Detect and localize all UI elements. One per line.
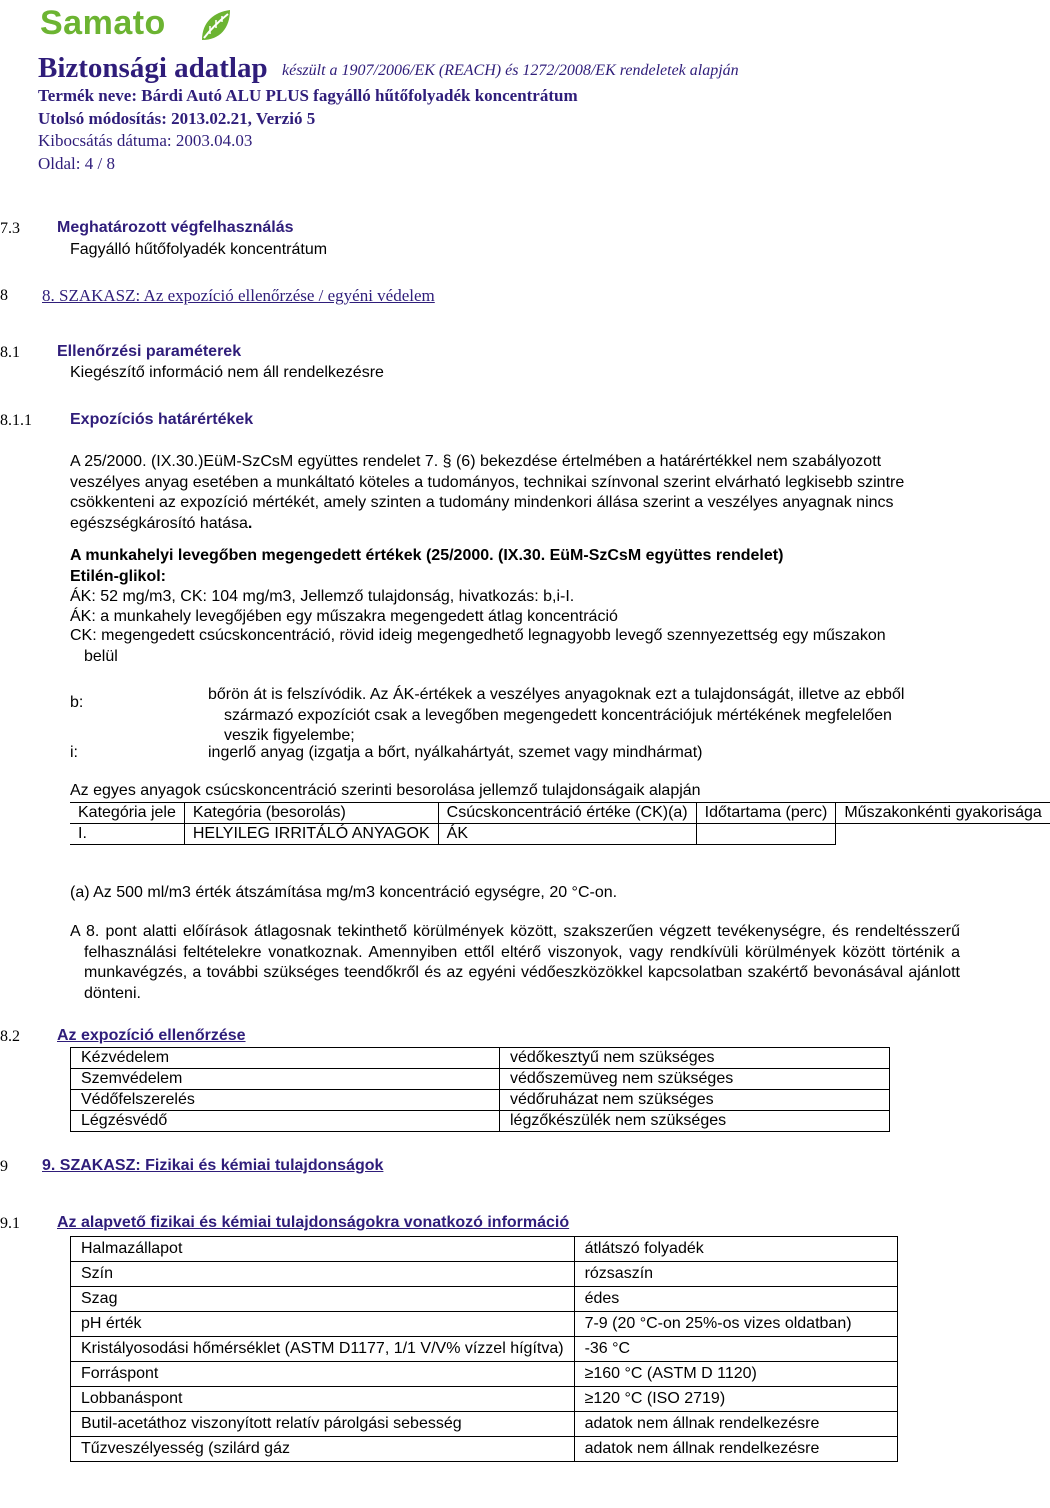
section-8-1-1-number: 8.1.1 xyxy=(0,412,32,429)
table-cell: Forráspont xyxy=(71,1362,575,1387)
closing-paragraph xyxy=(70,922,960,1004)
table-row xyxy=(71,1387,898,1412)
ak-definition: ÁK: a munkahely levegőjében egy műszakra megengedett átlag koncentráció xyxy=(70,608,618,625)
table-cell: Szemvédelem xyxy=(71,1069,500,1090)
table-row xyxy=(71,1412,898,1437)
section-9-title: 9. SZAKASZ: Fizikai és kémiai tulajdonságok xyxy=(42,1157,384,1174)
table-cell: Kristályosodási hőmérséklet (ASTM D1177, 1/1 V/V% vízzel hígítva) xyxy=(71,1337,575,1362)
table-header-cell: Csúcskoncentráció értéke (CK)(a) xyxy=(438,803,696,824)
issue-date: Kibocsátás dátuma: 2003.04.03 xyxy=(38,131,253,150)
table-cell xyxy=(836,824,1050,845)
properties-table xyxy=(70,1236,898,1462)
section-8-2-number: 8.2 xyxy=(0,1028,20,1045)
table-cell: védőszemüveg nem szükséges xyxy=(500,1069,890,1090)
table-cell: -36 °C xyxy=(574,1337,897,1362)
exposure-intro-paragraph xyxy=(70,452,910,534)
table-row xyxy=(71,1237,898,1262)
table-cell: I. xyxy=(70,824,184,845)
table-cell: rózsaszín xyxy=(574,1262,897,1287)
b-description-text: bőrön át is felszívódik. Az ÁK-értékek a veszélyes anyagoknak ezt a tulajdonságát, illetve az ebből származó expozíciót csak a levegőben megengedett koncentrációjuk mértékének megfelelően veszik figyelembe; xyxy=(208,686,905,744)
table-cell: ≥160 °C (ASTM D 1120) xyxy=(574,1362,897,1387)
table-cell: adatok nem állnak rendelkezésre xyxy=(574,1412,897,1437)
ck-definition xyxy=(70,626,900,667)
table-header-cell: Kategória jele xyxy=(70,803,184,824)
table-cell: Védőfelszerelés xyxy=(71,1090,500,1111)
document-subtitle: készült a 1907/2006/EK (REACH) és 1272/2008/EK rendeletek alapján xyxy=(282,62,739,79)
i-label: i: xyxy=(70,744,78,761)
section-9-1-number: 9.1 xyxy=(0,1215,20,1232)
table-cell: védőkesztyű nem szükséges xyxy=(500,1048,890,1069)
table-cell: édes xyxy=(574,1287,897,1312)
document-title: Biztonsági adatlap xyxy=(38,52,268,84)
table-row xyxy=(71,1362,898,1387)
section-8-1-title: Ellenőrzési paraméterek xyxy=(57,343,242,360)
section-7-3-number: 7.3 xyxy=(0,220,20,237)
section-8-1-1-title: Expozíciós határértékek xyxy=(70,411,254,428)
table-cell xyxy=(696,824,836,845)
table-cell: légzőkészülék nem szükséges xyxy=(500,1111,890,1132)
table-cell: HELYILEG IRRITÁLÓ ANYAGOK xyxy=(184,824,438,845)
product-label: Termék neve: xyxy=(38,86,137,105)
table-row xyxy=(70,824,1050,845)
category-note: (a) Az 500 ml/m3 érték átszámítása mg/m3 koncentráció egységre, 20 °C-on. xyxy=(70,884,618,901)
table-cell: átlátszó folyadék xyxy=(574,1237,897,1262)
b-description xyxy=(208,685,928,747)
table-row xyxy=(71,1090,890,1111)
table-cell: Lobbanáspont xyxy=(71,1387,575,1412)
limit-values: ÁK: 52 mg/m3, CK: 104 mg/m3, Jellemző tulajdonság, hivatkozás: b,i-I. xyxy=(70,588,575,605)
section-9-number: 9 xyxy=(0,1158,8,1175)
section-7-3-title: Meghatározott végfelhasználás xyxy=(57,219,294,236)
table-cell: Szín xyxy=(71,1262,575,1287)
leaf-logo-icon xyxy=(196,6,236,46)
table-cell: Szag xyxy=(71,1287,575,1312)
substance-name: Etilén-glikol: xyxy=(70,568,166,585)
last-modified: Utolsó módosítás: 2013.02.21, Verzió 5 xyxy=(38,109,316,128)
section-8-2-title: Az expozíció ellenőrzése xyxy=(57,1027,246,1044)
table-row xyxy=(71,1262,898,1287)
section-8-1-number: 8.1 xyxy=(0,344,20,361)
ck-definition-text: CK: megengedett csúcskoncentráció, rövid ideig megengedhető legnagyobb levegő szennyezettség egy műszakon belül xyxy=(70,627,886,665)
table-cell: Kézvédelem xyxy=(71,1048,500,1069)
section-9-1-title: Az alapvető fizikai és kémiai tulajdonságokra vonatkozó információ xyxy=(57,1214,570,1231)
table-header-cell: Időtartama (perc) xyxy=(696,803,836,824)
category-table-title: Az egyes anyagok csúcskoncentráció szerinti besorolása jellemző tulajdonságaik alapján xyxy=(70,782,701,799)
exposure-control-table xyxy=(70,1047,890,1132)
table-row xyxy=(71,1287,898,1312)
section-7-3-text: Fagyálló hűtőfolyadék koncentrátum xyxy=(70,241,328,258)
exposure-intro-end: . xyxy=(247,514,253,532)
table-cell: ÁK xyxy=(438,824,696,845)
table-row xyxy=(71,1337,898,1362)
table-row xyxy=(71,1111,890,1132)
table-row xyxy=(71,1048,890,1069)
section-8-number: 8 xyxy=(0,287,8,304)
brand-logo-text: Samato xyxy=(40,4,166,42)
table-cell: Halmazállapot xyxy=(71,1237,575,1262)
table-cell: Tűzveszélyesség (szilárd gáz xyxy=(71,1437,575,1462)
table-cell: Légzésvédő xyxy=(71,1111,500,1132)
product-line xyxy=(38,86,578,106)
section-8-1-text: Kiegészítő információ nem áll rendelkezésre xyxy=(70,364,384,381)
table-cell: adatok nem állnak rendelkezésre xyxy=(574,1437,897,1462)
category-table xyxy=(70,802,1050,845)
closing-text: A 8. pont alatti előírások átlagosnak tekinthető körülmények között, szakszerűen végzett tevékenységre, és rendeltésszerű felhasználási feltételekre vonatkoznak. Amennyiben ettől eltérő viszonyok, vagy rendkívüli körülmények között történik a munkavégzés, a további szükséges teendőkről és az egyéni védőeszközökkel kapcsolatban szakértő bevonásával ajánlott dönteni. xyxy=(70,923,960,1002)
table-cell: pH érték xyxy=(71,1312,575,1337)
table-row xyxy=(71,1069,890,1090)
table-cell: Butil-acetáthoz viszonyított relatív párolgási sebesség xyxy=(71,1412,575,1437)
page-number: Oldal: 4 / 8 xyxy=(38,154,115,173)
i-description: ingerlő anyag (izgatja a bőrt, nyálkahártyát, szemet vagy mindhármat) xyxy=(208,744,703,761)
table-cell: védőruházat nem szükséges xyxy=(500,1090,890,1111)
table-row xyxy=(70,803,1050,824)
table-cell: ≥120 °C (ISO 2719) xyxy=(574,1387,897,1412)
section-8-title: 8. SZAKASZ: Az expozíció ellenőrzése / egyéni védelem xyxy=(42,286,435,305)
table-header-cell: Műszakonkénti gyakorisága xyxy=(836,803,1050,824)
limits-title: A munkahelyi levegőben megengedett értékek (25/2000. (IX.30. EüM-SzCsM együttes rendelet) xyxy=(70,547,784,564)
b-label: b: xyxy=(70,694,84,711)
table-header-cell: Kategória (besorolás) xyxy=(184,803,438,824)
table-row xyxy=(71,1437,898,1462)
exposure-intro-text: A 25/2000. (IX.30.)EüM-SzCsM együttes rendelet 7. § (6) bekezdése értelmében a határértékkel nem szabályozott veszélyes anyag esetében a munkáltató köteles a tudományos, technikai színvonal szerint elvárható legkisebb szintre csökkenteni az expozíció mértékét, amely szinten a tudomány mindenkori állása szerint a veszélyes anyagnak nincs egészségkárosító hatása xyxy=(70,453,905,532)
table-row xyxy=(71,1312,898,1337)
table-cell: 7-9 (20 °C-on 25%-os vizes oldatban) xyxy=(574,1312,897,1337)
product-name: Bárdi Autó ALU PLUS fagyálló hűtőfolyadék koncentrátum xyxy=(141,86,578,105)
